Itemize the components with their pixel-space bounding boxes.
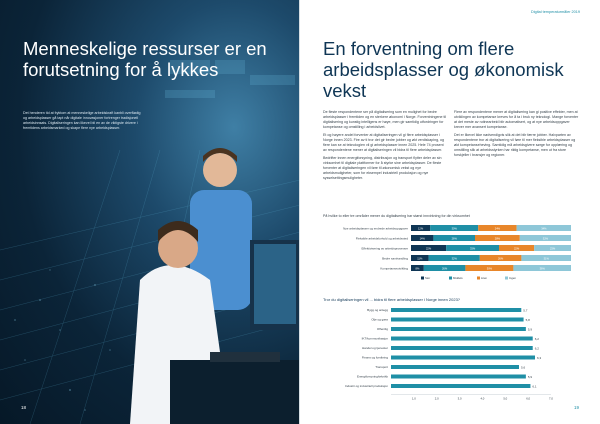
- data-label: 6,1: [532, 384, 537, 389]
- paragraph: De fleste respondentene ser på digitalisering som en mulighet for bedre arbeidsplasser i fremtiden og en sterkere økonomi i Norge. Forventningene til digitalisering og kunstig intelligens er høye, men gir samtidig utfordringer for kompetanse og omstilling i arbeidslivet.: [323, 110, 447, 129]
- category-label: Industri og industriell produksjon: [344, 384, 388, 388]
- bar: [391, 308, 521, 312]
- data-label: 26%: [451, 237, 457, 241]
- data-label: 6,3: [537, 355, 542, 360]
- text-column-1: [323, 110, 448, 184]
- data-label: 33%: [469, 247, 476, 251]
- category-label: Bygg og anlegg: [367, 308, 388, 312]
- category-label: IKT/kommunikasjon: [361, 336, 388, 341]
- category-label: Fleksible arbeidsforhold og arbeidssted: [355, 236, 408, 241]
- tick-label: 2,0: [434, 396, 439, 401]
- tick-label: 4,0: [480, 396, 485, 401]
- paragraph: Det er likevel ikke nødvendigvis slik at det blir færre jobber. Halvparten av respondentene tror at digitalisering vil føre til mer fleksible arbeidsplasser og økt kompetanseheving. Samtidig må arbeidsgivere sørge for opplæring og omstilling slik at arbeidsstyrken har riktig kompetanse, men ut fra store forskjeller i bransjer og regioner.: [454, 133, 576, 157]
- data-label: 22%: [425, 247, 432, 251]
- stacked-bar-chart: [323, 222, 583, 292]
- category-label: Olje og gass: [371, 317, 388, 322]
- data-label: 5,7: [523, 308, 528, 313]
- bar: [391, 327, 526, 331]
- data-label: 32%: [542, 237, 549, 241]
- category-label: Kompetanseutvikling: [380, 266, 408, 271]
- data-label: 6,2: [534, 346, 539, 351]
- data-label: 26%: [497, 257, 504, 261]
- category-label: Offentlig: [376, 327, 388, 331]
- category-label: Energiforsyning/teknikk: [356, 374, 388, 379]
- bar: [391, 318, 524, 322]
- data-label: 5,6: [521, 365, 526, 370]
- data-label: 32%: [451, 257, 457, 261]
- legend-label: Liten: [481, 276, 488, 280]
- bar: [391, 337, 533, 341]
- data-label: 30%: [486, 267, 493, 271]
- data-label: 6,2: [534, 336, 539, 341]
- data-label: 12%: [417, 227, 424, 231]
- right-page-number: 19: [573, 405, 579, 410]
- data-label: 8%: [415, 267, 420, 271]
- paragraph: Bedrifter innen energiforsyning, distribusjon og transport flytter deler av sin virksomhet til digitale plattformer for å styrke sine arbeidsplasser. De fleste forventer at digitaliseringen vil føre til økonomisk vekst og nye arbeidsmuligheter, som for eksempel industriell produksjon og nye sysselsettingsmuligheter.: [323, 156, 442, 180]
- left-page-number: 18: [21, 405, 27, 410]
- data-label: 24%: [494, 227, 501, 231]
- left-page-intro: Det henderen tid at fryktom at menneskelige arbeidskraft kanbli overflødig og arbeidsplasser gå tapt når digitale innovasjoner fortrenger tradisjonell arbeidsinnsats. Digitaliseringen kan likevel bli en av de viktigste drivere i fremtidens arbeidsmarked og skape flere nye arbeidsplasser.: [23, 111, 141, 130]
- bar: [391, 356, 535, 360]
- category-label: Bedre samhandling: [382, 256, 408, 261]
- legend-swatch: [477, 277, 480, 280]
- legend-swatch: [505, 277, 508, 280]
- legend-label: Stor: [425, 276, 431, 280]
- chart1-caption: På hvilke to eller tre områder mener du digitalisering har størst innvirkning for din virksomhet: [323, 214, 470, 218]
- data-label: 30%: [451, 227, 457, 231]
- category-label: Effektivisering av arbeidsprosesser: [361, 246, 408, 251]
- data-label: 26%: [441, 267, 448, 271]
- data-label: 36%: [539, 267, 545, 271]
- text-column-2: [454, 110, 579, 161]
- data-label: 34%: [541, 227, 547, 231]
- legend-label: Ingen: [509, 276, 516, 280]
- data-label: 23%: [549, 247, 556, 251]
- tick-label: 7,0: [549, 396, 553, 401]
- data-label: 5,9: [527, 374, 533, 379]
- category-label: Handel og tjenester: [361, 346, 388, 350]
- legend-swatch: [421, 277, 424, 280]
- data-label: 28%: [494, 237, 501, 241]
- right-page: [300, 0, 600, 424]
- right-page-title: En forventning om flere arbeidsplasser og økonomisk vekst: [323, 38, 564, 101]
- legend-swatch: [449, 277, 452, 280]
- running-header: Digital temperaturmåler 2019: [531, 10, 580, 14]
- legend-label: Middels: [453, 276, 463, 280]
- data-label: 5,8: [525, 317, 530, 322]
- data-label: 5,9: [527, 327, 533, 332]
- bar: [391, 375, 526, 379]
- paragraph: Et og høyere andel forventer at digitaliseringen vil gi flere arbeidsplasser i Norge innen 2023. Fire av ti tror det gir bedre jobber og økt verdiskaping, og flere kan se at teknologien vil gi arbeidsplasser innen 2025. Hele 74 prosent av respondentene mener at digitaliseringen vil bidra til flere arbeidsplasser.: [323, 133, 445, 152]
- bar: [391, 384, 530, 388]
- data-label: 22%: [513, 247, 520, 251]
- paragraph: Flere av respondentene mener at digitalisering kan gi positive effekter, men at utviklingen av kompetanse kreves for å ta i bruk ny teknologi. Mange forventer at det meste av rutinearbeid blir automatisert, og at nye arbeidsoppgaver krever mer avansert kompetanse.: [454, 110, 579, 129]
- people-at-computer-photo: [130, 130, 300, 424]
- tick-label: 3,0: [457, 396, 462, 401]
- category-label: Nye arbeidsplasser og endrede arbeidsoppgaver: [343, 226, 408, 231]
- category-label: Finans og forsikring: [361, 355, 388, 360]
- tick-label: 6,0: [526, 396, 531, 401]
- data-label: 11%: [417, 257, 423, 261]
- left-page-title: Menneskelige ressurser er en forutsetning for å lykkes: [23, 38, 267, 80]
- tick-label: 1,0: [411, 396, 416, 401]
- bar: [391, 365, 519, 369]
- chart2-caption: Tror du digitaliseringen vil ... bidra til flere arbeidsplasser i Norge innen 2023?: [323, 297, 461, 302]
- data-label: 31%: [543, 257, 549, 261]
- category-label: Transport: [375, 365, 388, 369]
- tick-label: 5,0: [503, 396, 508, 401]
- bar: [391, 346, 533, 350]
- horizontal-bar-chart: [323, 304, 583, 406]
- data-label: 14%: [419, 237, 425, 241]
